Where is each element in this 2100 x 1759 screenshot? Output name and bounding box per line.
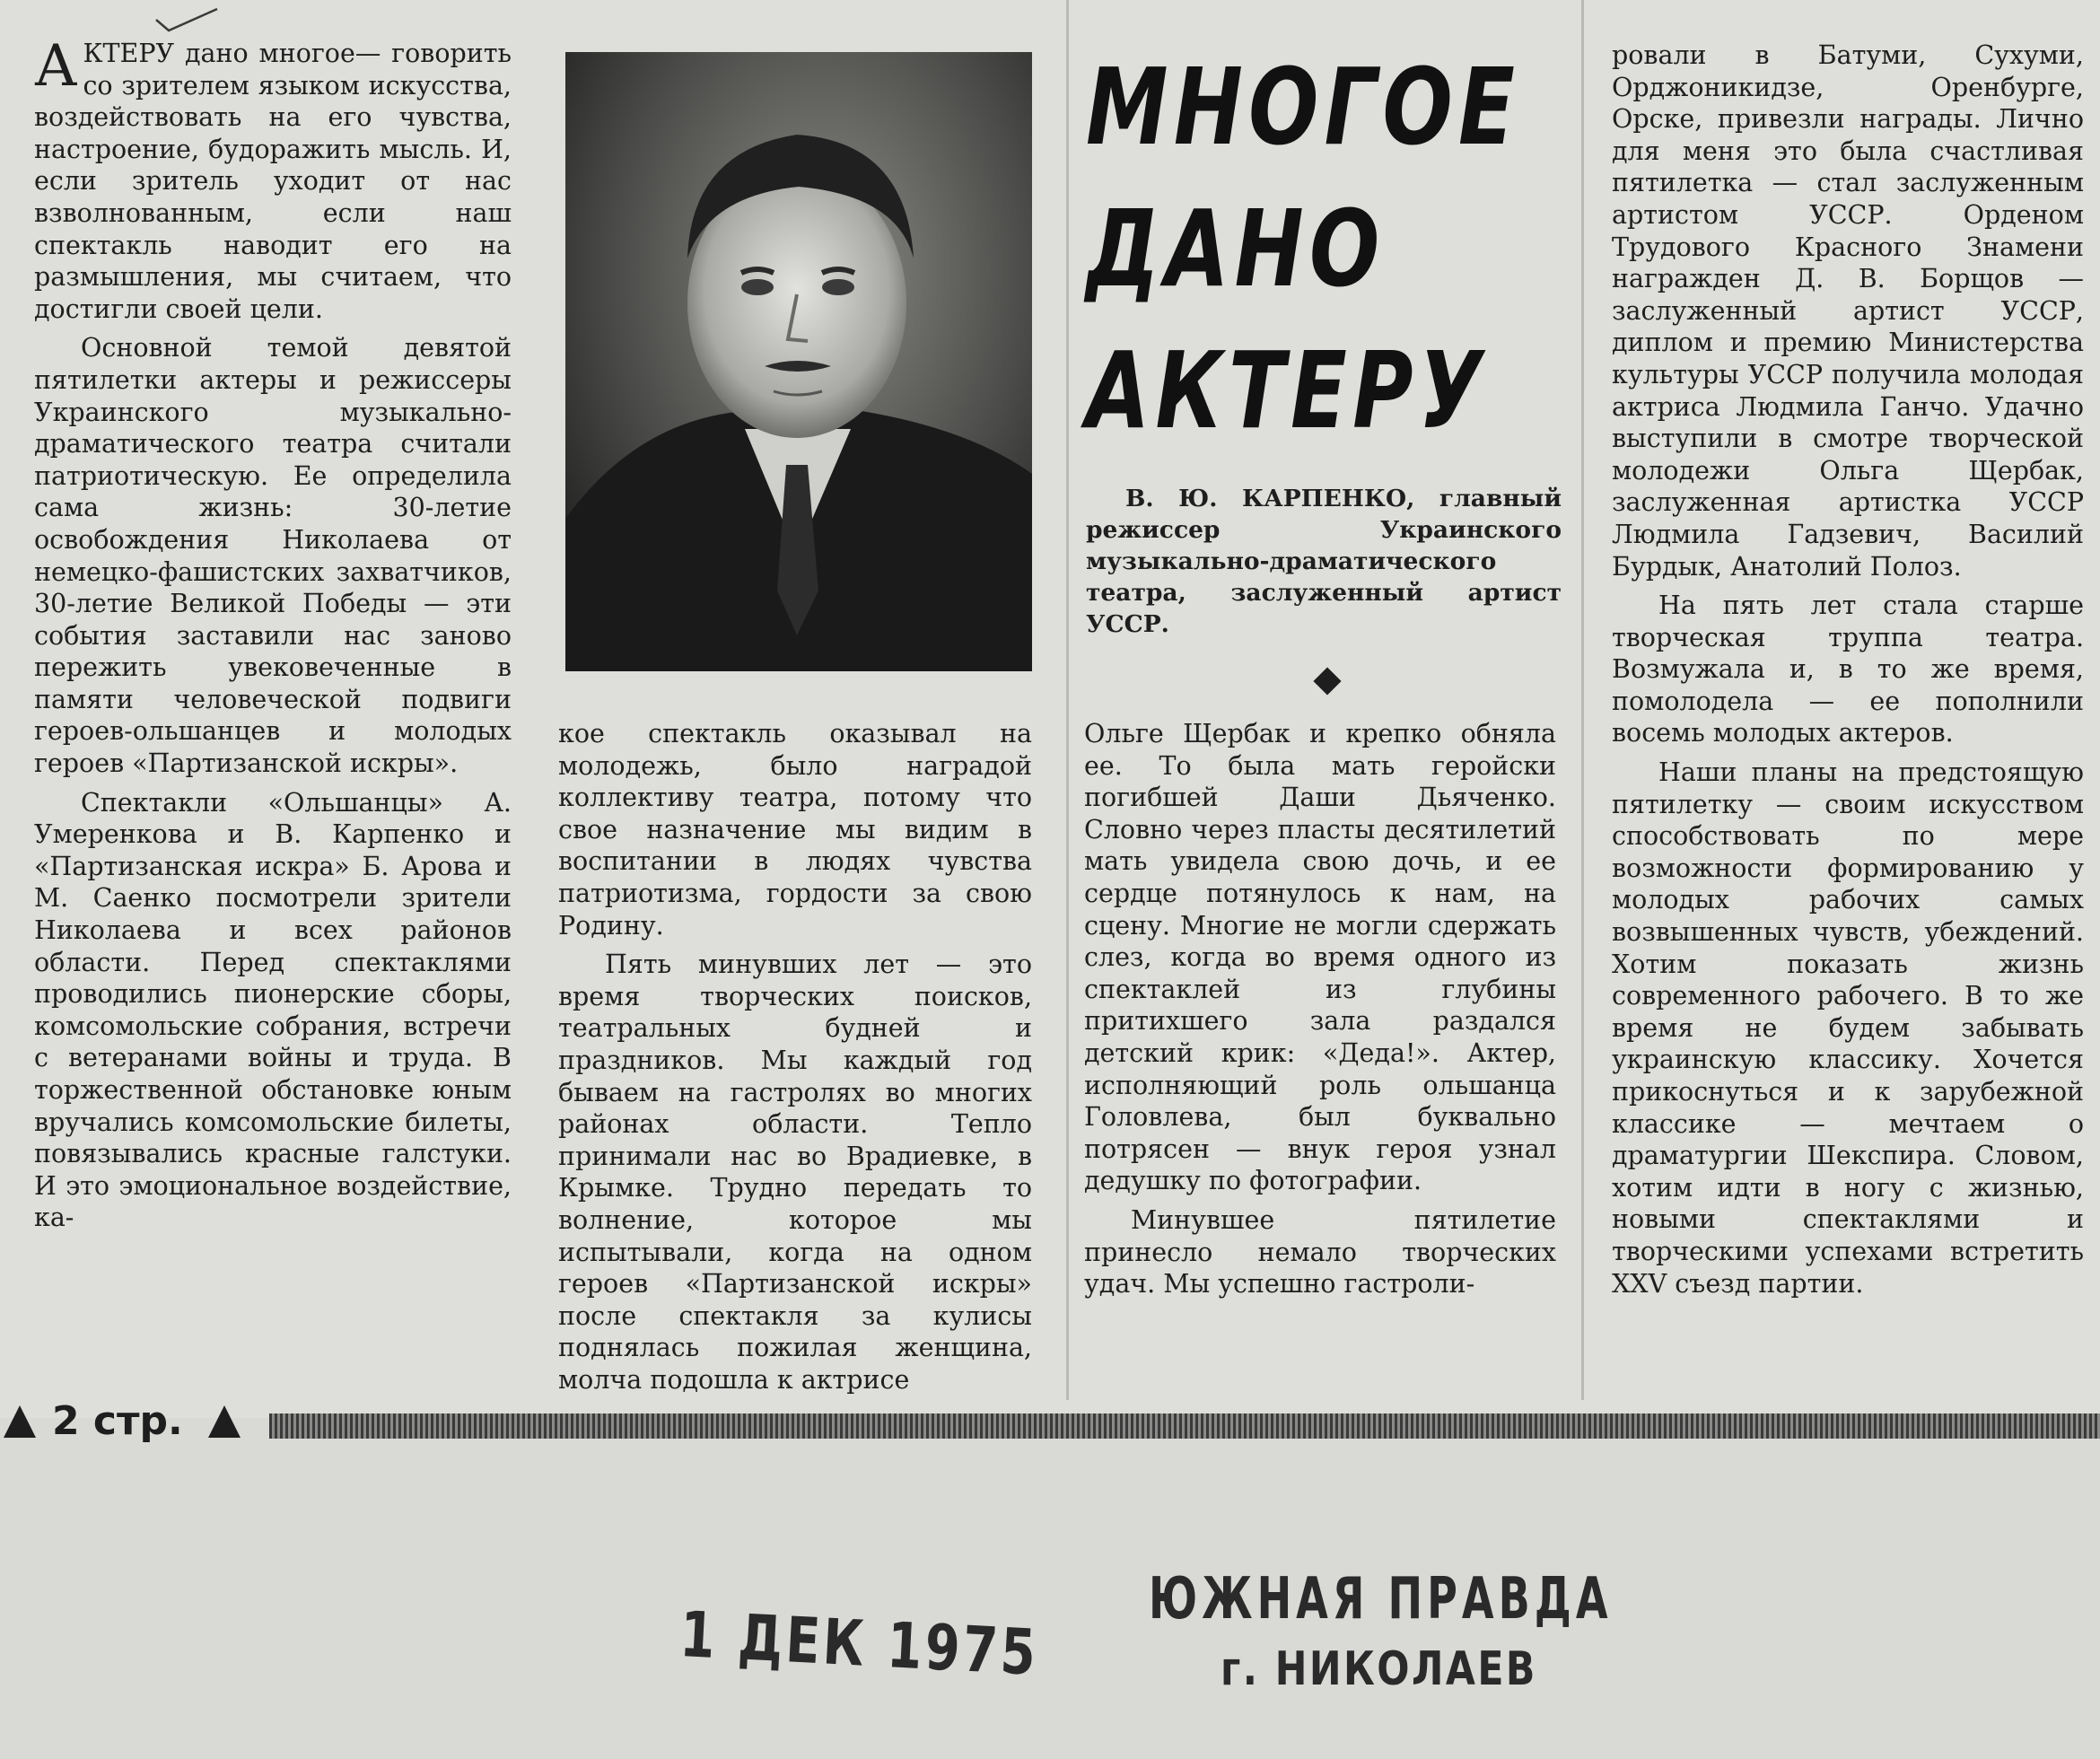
- page-number: 2 стр.: [52, 1398, 183, 1444]
- city-stamp: г. НИКОЛАЕВ: [1221, 1642, 1537, 1696]
- paragraph: Ольге Щербак и крепко обняла ее. То была мать геройски погибшей Даши Дьяченко. Словно через пласты десятилетий мать увидела свою дочь, и ее сердце потянулось к нам, на сцену. Многие не могли сдержать слез, когда во время одного из спектаклей из глубины притихшего зала раздался детский крик: «Деда!». Актер, исполняющий роль ольшанца Головлева, был буквально потрясен — внук героя узнал дедушку по фотографии.: [1084, 719, 1556, 1196]
- drop-cap: А: [34, 33, 78, 100]
- paragraph: Основной темой девятой пятилетки актеры и режиссеры Украинского музыкально-драматического театра считали патриотическую. Ее определила сама жизнь: 30-летие освобождения Николаева от немецко-фашистских захватчиков, 30-летие Великой Победы — эти события заставили нас заново пережить увековеченные в памяти человеческой подвиги героев-ольшанцев и молодых героев «Партизанской искры».: [34, 333, 512, 779]
- article-column-4: [1612, 39, 2084, 1307]
- triangle-left-marker: [4, 1405, 36, 1438]
- author-portrait-photo: [565, 52, 1032, 671]
- paragraph: Пять минувших лет — это время творческих поисков, театральных будней и праздников. Мы каждый год бываем на гастролях во многих районах области. Тепло принимали нас во Врадиевке, в Крымке. Трудно передать то волнение, которое мы испытывали, когда на одном героев «Партизанской искры» после спектакля за кулисы поднялась пожилая женщина, молча подошла к актрисе: [558, 950, 1032, 1395]
- paragraph: Минувшее пятилетие принесло немало творческих удач. Мы успешно гастроли-: [1084, 1204, 1556, 1300]
- byline-title: главный режиссер Украинского музыкально-драматического театра, заслуженный артист УССР.: [1086, 485, 1562, 638]
- paragraph: ровали в Батуми, Сухуми, Орджоникидзе, Оренбурге, Орске, привезли награды. Лично для меня это была счастливая пятилетка — стал заслуженным артистом УССР. Орденом Трудового Красного Знамени награжден Д. В. Борщов — заслуженный артист УССР, диплом и премию Министерства культуры УССР получила молодая актриса Людмила Ганчо. Удачно выступили в смотре творческой молодежи Ольга Щербак, заслуженная артистка УССР Людмила Гадзевич, Василий Бурдык, Анатолий Полоз.: [1612, 40, 2084, 582]
- article-column-1: [34, 33, 512, 1241]
- column-rule: [1581, 0, 1584, 1400]
- column-rule: [1066, 0, 1069, 1400]
- headline-line: ДАНО: [1086, 187, 1386, 311]
- article-column-2: [558, 718, 1032, 1403]
- triangle-right-marker: [208, 1405, 241, 1438]
- headline: [1086, 36, 1521, 461]
- article-column-3: [1084, 718, 1556, 1308]
- date-stamp: 1 ДЕК 1975: [678, 1597, 1041, 1690]
- paragraph: На пять лет стала старше творческая труппа театра. Возмужала и, в то же время, помолодела — ее пополнили восемь молодых актеров.: [1612, 591, 2084, 748]
- decorative-rule: [269, 1413, 2100, 1439]
- paragraph: Спектакли «Ольшанцы» А. Умеренкова и В. Карпенко и «Партизанская искра» Б. Арова и М. Саенко посмотрели зрители Николаева и всех районов области. Перед спектаклями проводились пионерские сборы, комсомольские собрания, встречи с ветеранами войны и труда. В торжественной обстановке юным вручались комсомольские билеты, повязывались красные галстуки. И это эмоциональное воздействие, ка-: [34, 787, 512, 1233]
- headline-line: АКТЕРУ: [1086, 328, 1488, 452]
- paragraph: АКТЕРУ дано многое— говорить со зрителем языком искусства, воздействовать на его чувства, настроение, будоражить мысль. И, если зритель уходит от нас взволнованным, если наш спектакль наводит его на размышления, мы считаем, что достигли своей цели.: [34, 33, 512, 324]
- pencil-check-mark: [153, 4, 224, 39]
- byline-name: В. Ю. КАРПЕНКО,: [1125, 485, 1415, 512]
- byline: [1086, 483, 1562, 640]
- paragraph: кое спектакль оказывал на молодежь, было наградой коллективу театра, потому что свое назначение мы видим в воспитании в людях чувства патриотизма, гордости за свою Родину.: [558, 719, 1032, 941]
- headline-line: МНОГОЕ: [1086, 45, 1521, 169]
- newspaper-name-stamp: ЮЖНАЯ ПРАВДА: [1149, 1566, 1613, 1632]
- paragraph: Наши планы на предстоящую пятилетку — своим искусством способствовать по мере возможности формированию у молодых рабочих самых возвышенных чувств, убеждений. Хотим показать жизнь современного рабочего. В то же время не будем забывать украинскую классику. Хочется прикоснуться и к зарубежной классике — мечтаем о драматургии Шекспира. Словом, хотим идти в ногу с жизнью, новыми спектаклями и творческими успехами встретить XXV съезд партии.: [1612, 757, 2084, 1299]
